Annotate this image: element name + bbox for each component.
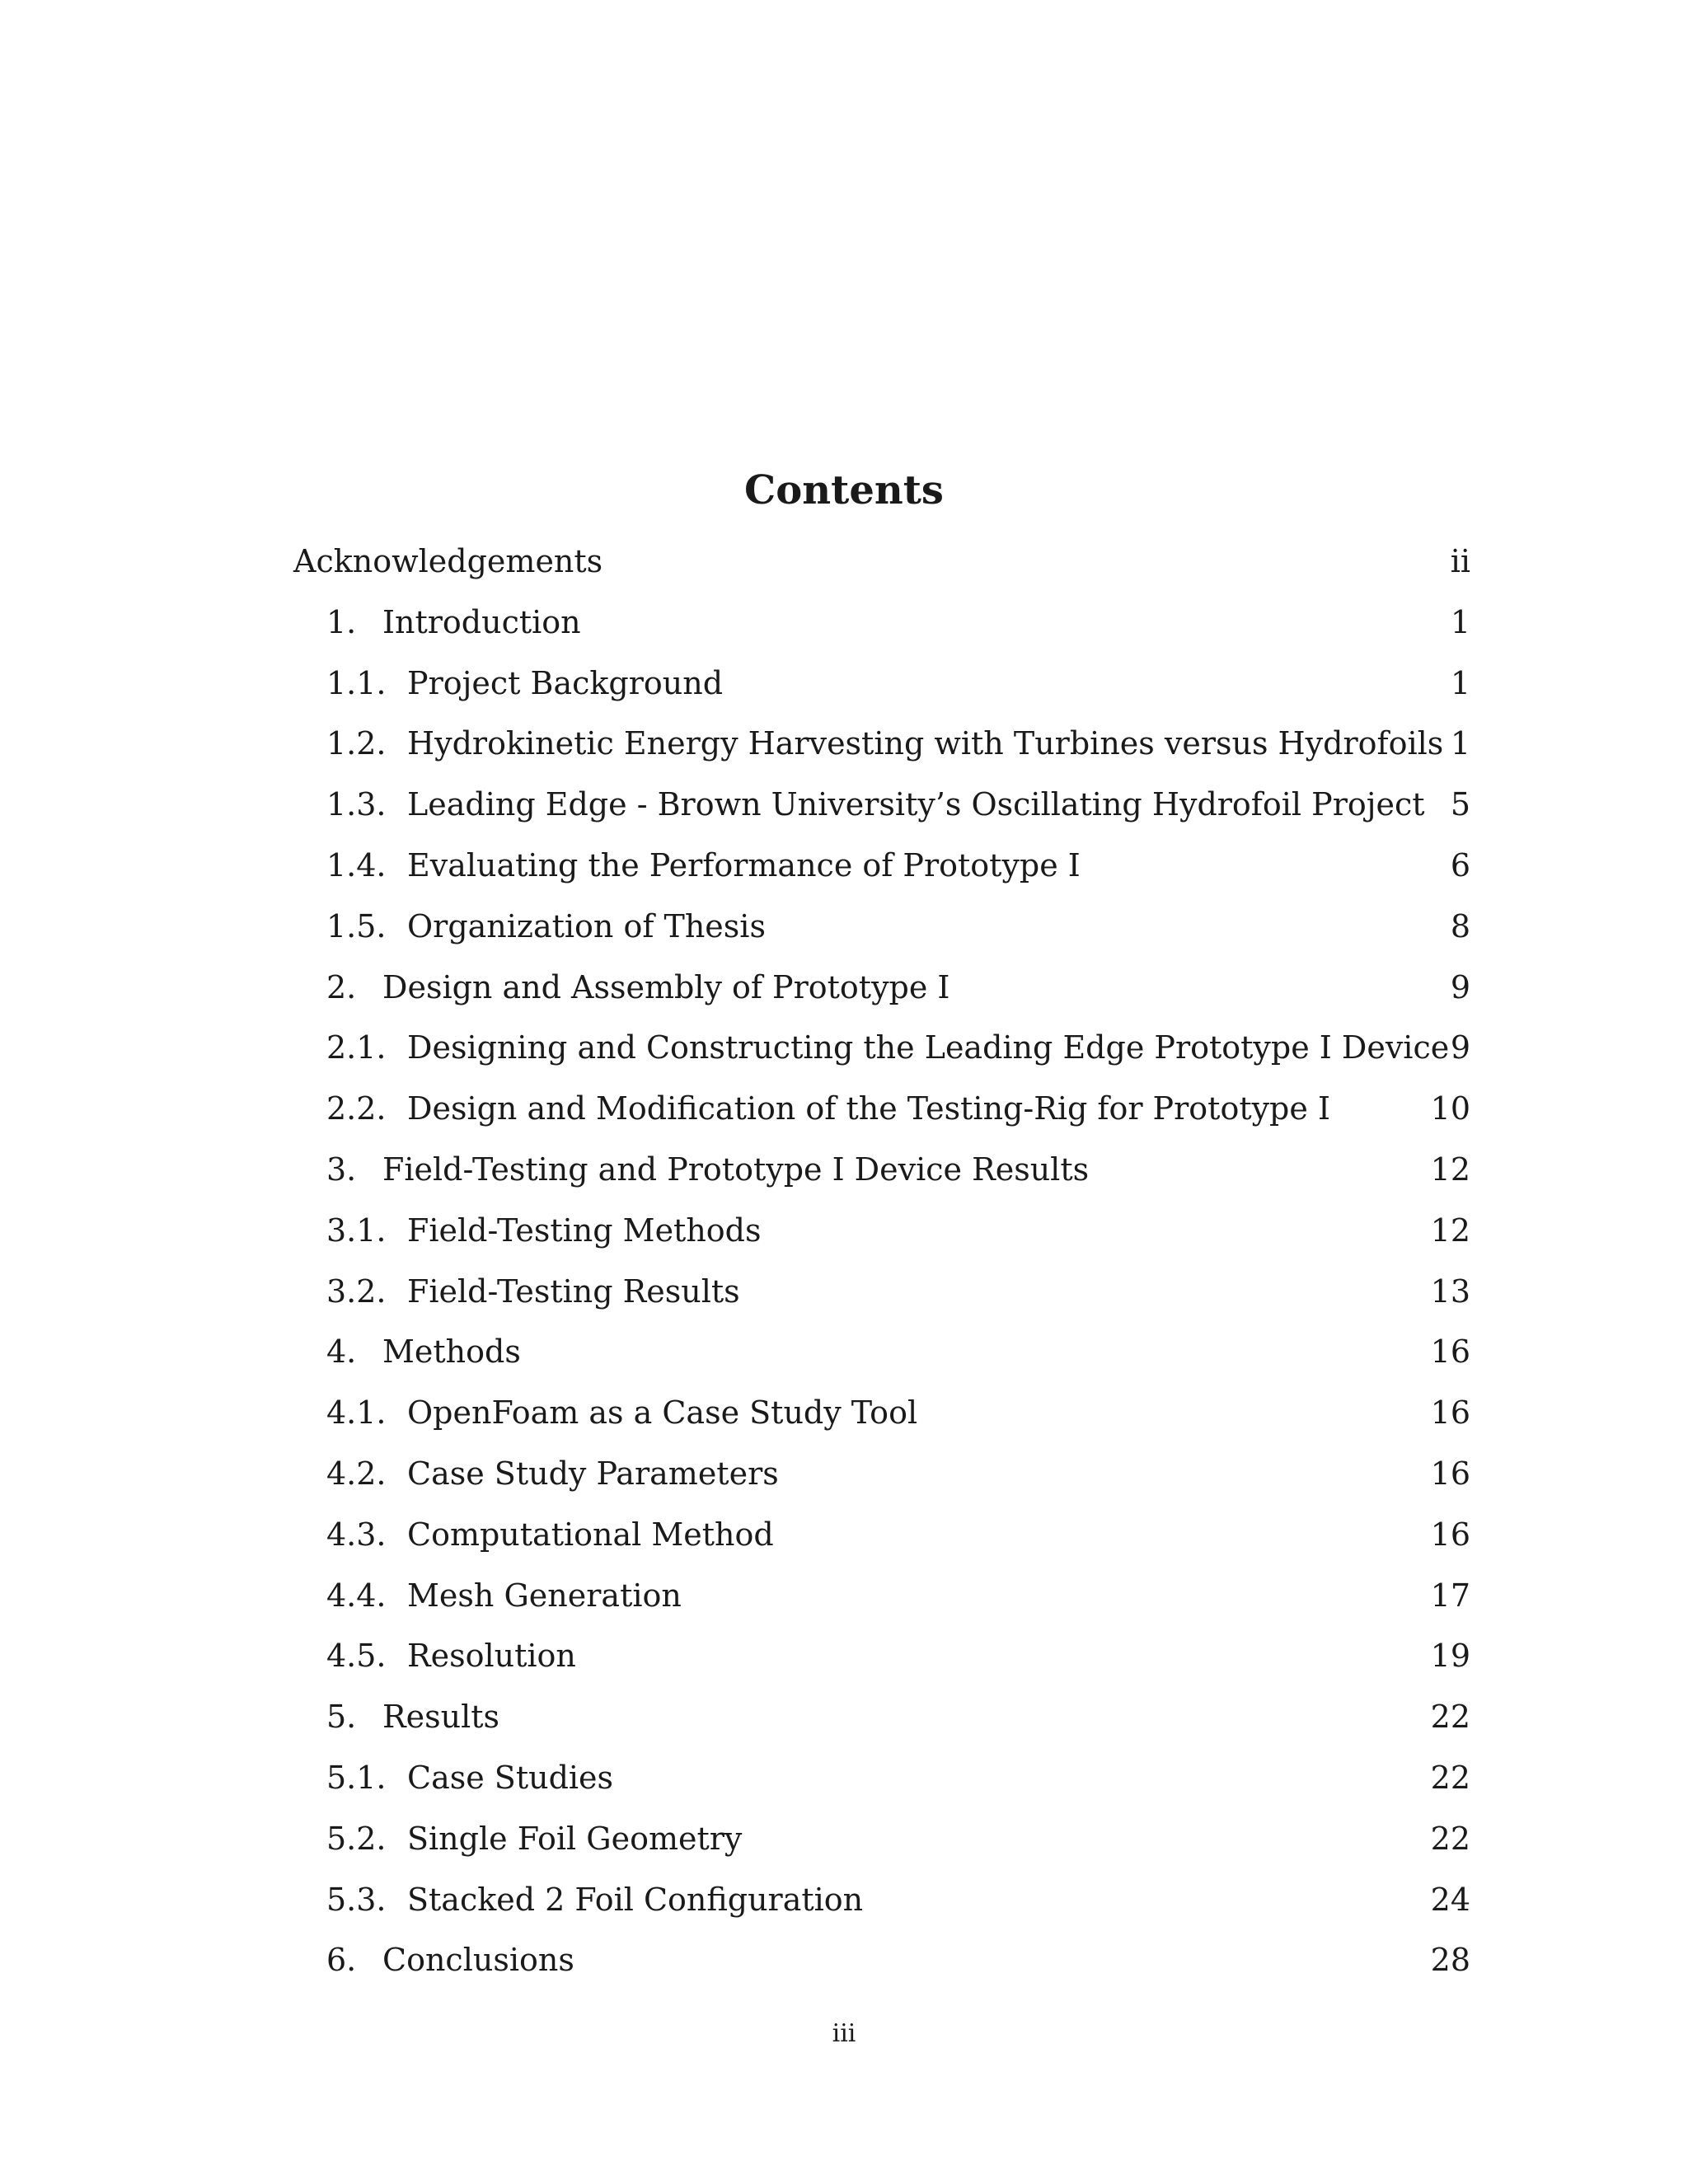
- toc-entry[interactable]: [293, 1631, 1470, 1692]
- toc-entry-number: 3.2.: [326, 1272, 387, 1310]
- toc-entry-title: Case Study Parameters: [407, 1455, 779, 1492]
- toc-entry[interactable]: [293, 780, 1470, 841]
- toc-entry-number: 5.: [326, 1699, 357, 1736]
- toc-entry[interactable]: [293, 1327, 1470, 1388]
- toc-entry-page: 1: [1450, 603, 1470, 640]
- toc-entry-title: Introduction: [382, 603, 581, 640]
- toc-entry-number: 1.2.: [326, 725, 387, 762]
- toc-entry[interactable]: [293, 658, 1470, 719]
- toc-entry-number: 4.: [326, 1333, 357, 1371]
- toc-entry-number: 4.1.: [326, 1394, 387, 1432]
- toc-entry-number: 6.: [326, 1942, 357, 1979]
- toc-entry-number: 1.3.: [326, 786, 387, 823]
- toc-entry-page: 1: [1450, 725, 1470, 762]
- toc-entry-page: 6: [1450, 846, 1470, 883]
- toc-entry-title: Design and Assembly of Prototype I: [382, 968, 950, 1005]
- toc-entry[interactable]: [293, 1692, 1470, 1753]
- toc-entry-page: 8: [1450, 907, 1470, 944]
- toc-entry-page: 12: [1430, 1151, 1470, 1188]
- toc-entry-title: Field-Testing Methods: [407, 1212, 762, 1249]
- toc-entry-title: Acknowledgements: [293, 543, 603, 579]
- toc-entry-number: 3.: [326, 1151, 357, 1188]
- toc-entry-title: Conclusions: [382, 1942, 574, 1979]
- toc-entry-number: 1.5.: [326, 907, 387, 944]
- toc-entry-page: 13: [1430, 1272, 1470, 1310]
- toc-entry[interactable]: [293, 902, 1470, 963]
- toc-entry[interactable]: [293, 1814, 1470, 1875]
- toc-entry-title: Single Foil Geometry: [407, 1820, 743, 1857]
- toc-entry-title: Evaluating the Performance of Prototype I: [407, 846, 1081, 883]
- toc-entry-page: 24: [1430, 1881, 1470, 1918]
- toc-entry-number: 4.4.: [326, 1577, 387, 1614]
- toc-entry-page: 16: [1430, 1333, 1470, 1371]
- toc-entry-title: Mesh Generation: [407, 1577, 682, 1614]
- page-title: Contents: [744, 467, 944, 514]
- toc-entry-number: 4.5.: [326, 1638, 387, 1675]
- toc-entry-number: 2.1.: [326, 1029, 387, 1066]
- toc-entry-title: Designing and Constructing the Leading Edge Prototype I Device: [407, 1029, 1450, 1066]
- toc-entry-number: 4.3.: [326, 1516, 387, 1553]
- toc-entry-page: 9: [1450, 1029, 1470, 1066]
- toc-entry-page: 1: [1450, 664, 1470, 701]
- toc-entry-page: 22: [1430, 1820, 1470, 1857]
- toc-entry-page: 12: [1430, 1212, 1470, 1249]
- toc-entry[interactable]: [293, 1875, 1470, 1936]
- toc-entry-title: Resolution: [407, 1638, 576, 1675]
- toc-entry[interactable]: [293, 1267, 1470, 1328]
- toc-entry-page: ii: [1450, 543, 1470, 579]
- toc-entry-title: Case Studies: [407, 1759, 614, 1796]
- toc-entry[interactable]: [293, 1510, 1470, 1571]
- toc-entry-title: Design and Modification of the Testing-Rig for Prototype I: [407, 1090, 1330, 1127]
- toc-entry-title: Project Background: [407, 664, 724, 701]
- toc-entry-page: 10: [1430, 1090, 1470, 1127]
- toc-entry-page: 22: [1430, 1699, 1470, 1736]
- toc-entry-number: 2.2.: [326, 1090, 387, 1127]
- toc-entry-title: Hydrokinetic Energy Harvesting with Turbines versus Hydrofoils: [407, 725, 1444, 762]
- toc-entry-number: 5.2.: [326, 1820, 387, 1857]
- toc-entry[interactable]: [293, 1023, 1470, 1084]
- toc-entry-title: OpenFoam as a Case Study Tool: [407, 1394, 918, 1432]
- toc-entry-title: Leading Edge - Brown University’s Oscillating Hydrofoil Project: [407, 786, 1425, 823]
- toc-entry-number: 1.1.: [326, 664, 387, 701]
- toc-entry-page: 22: [1430, 1759, 1470, 1796]
- toc-entry[interactable]: [293, 1449, 1470, 1510]
- toc-entry[interactable]: [293, 1206, 1470, 1267]
- toc-entry-page: 16: [1430, 1455, 1470, 1492]
- toc-entry[interactable]: [293, 1388, 1470, 1449]
- toc-entry[interactable]: [293, 963, 1470, 1024]
- toc-entry-title: Stacked 2 Foil Configuration: [407, 1881, 864, 1918]
- toc-entry-number: 3.1.: [326, 1212, 387, 1249]
- toc-entry-title: Computational Method: [407, 1516, 774, 1553]
- toc-entry-title: Field-Testing Results: [407, 1272, 740, 1310]
- toc-entry-page: 17: [1430, 1577, 1470, 1614]
- toc-entry-page: 19: [1430, 1638, 1470, 1675]
- toc-entry[interactable]: [293, 1571, 1470, 1632]
- toc-entry-number: 2.: [326, 968, 357, 1005]
- toc-entry-number: 4.2.: [326, 1455, 387, 1492]
- toc-entry-title: Results: [382, 1699, 499, 1736]
- toc-entry-page: 16: [1430, 1516, 1470, 1553]
- toc-entry[interactable]: [293, 719, 1470, 780]
- toc-entry[interactable]: [293, 841, 1470, 902]
- toc-entry[interactable]: [293, 1084, 1470, 1145]
- toc-entry-page: 28: [1430, 1942, 1470, 1979]
- toc-entry[interactable]: [293, 1935, 1470, 1996]
- toc-entry[interactable]: [293, 1145, 1470, 1206]
- toc-entry-number: 5.1.: [326, 1759, 387, 1796]
- toc-entry-number: 1.4.: [326, 846, 387, 883]
- toc-entry-title: Field-Testing and Prototype I Device Results: [382, 1151, 1090, 1188]
- toc-entry-number: 5.3.: [326, 1881, 387, 1918]
- toc-entry-page: 5: [1450, 786, 1470, 823]
- toc-entry-page: 9: [1450, 968, 1470, 1005]
- table-of-contents: [293, 537, 1470, 1996]
- toc-entry-number: 1.: [326, 603, 357, 640]
- toc-entry-title: Methods: [382, 1333, 521, 1371]
- toc-entry[interactable]: [293, 537, 1470, 598]
- toc-entry[interactable]: [293, 1753, 1470, 1814]
- toc-entry[interactable]: [293, 598, 1470, 658]
- toc-entry-page: 16: [1430, 1394, 1470, 1432]
- toc-entry-title: Organization of Thesis: [407, 907, 766, 944]
- page-number: iii: [832, 2019, 856, 2048]
